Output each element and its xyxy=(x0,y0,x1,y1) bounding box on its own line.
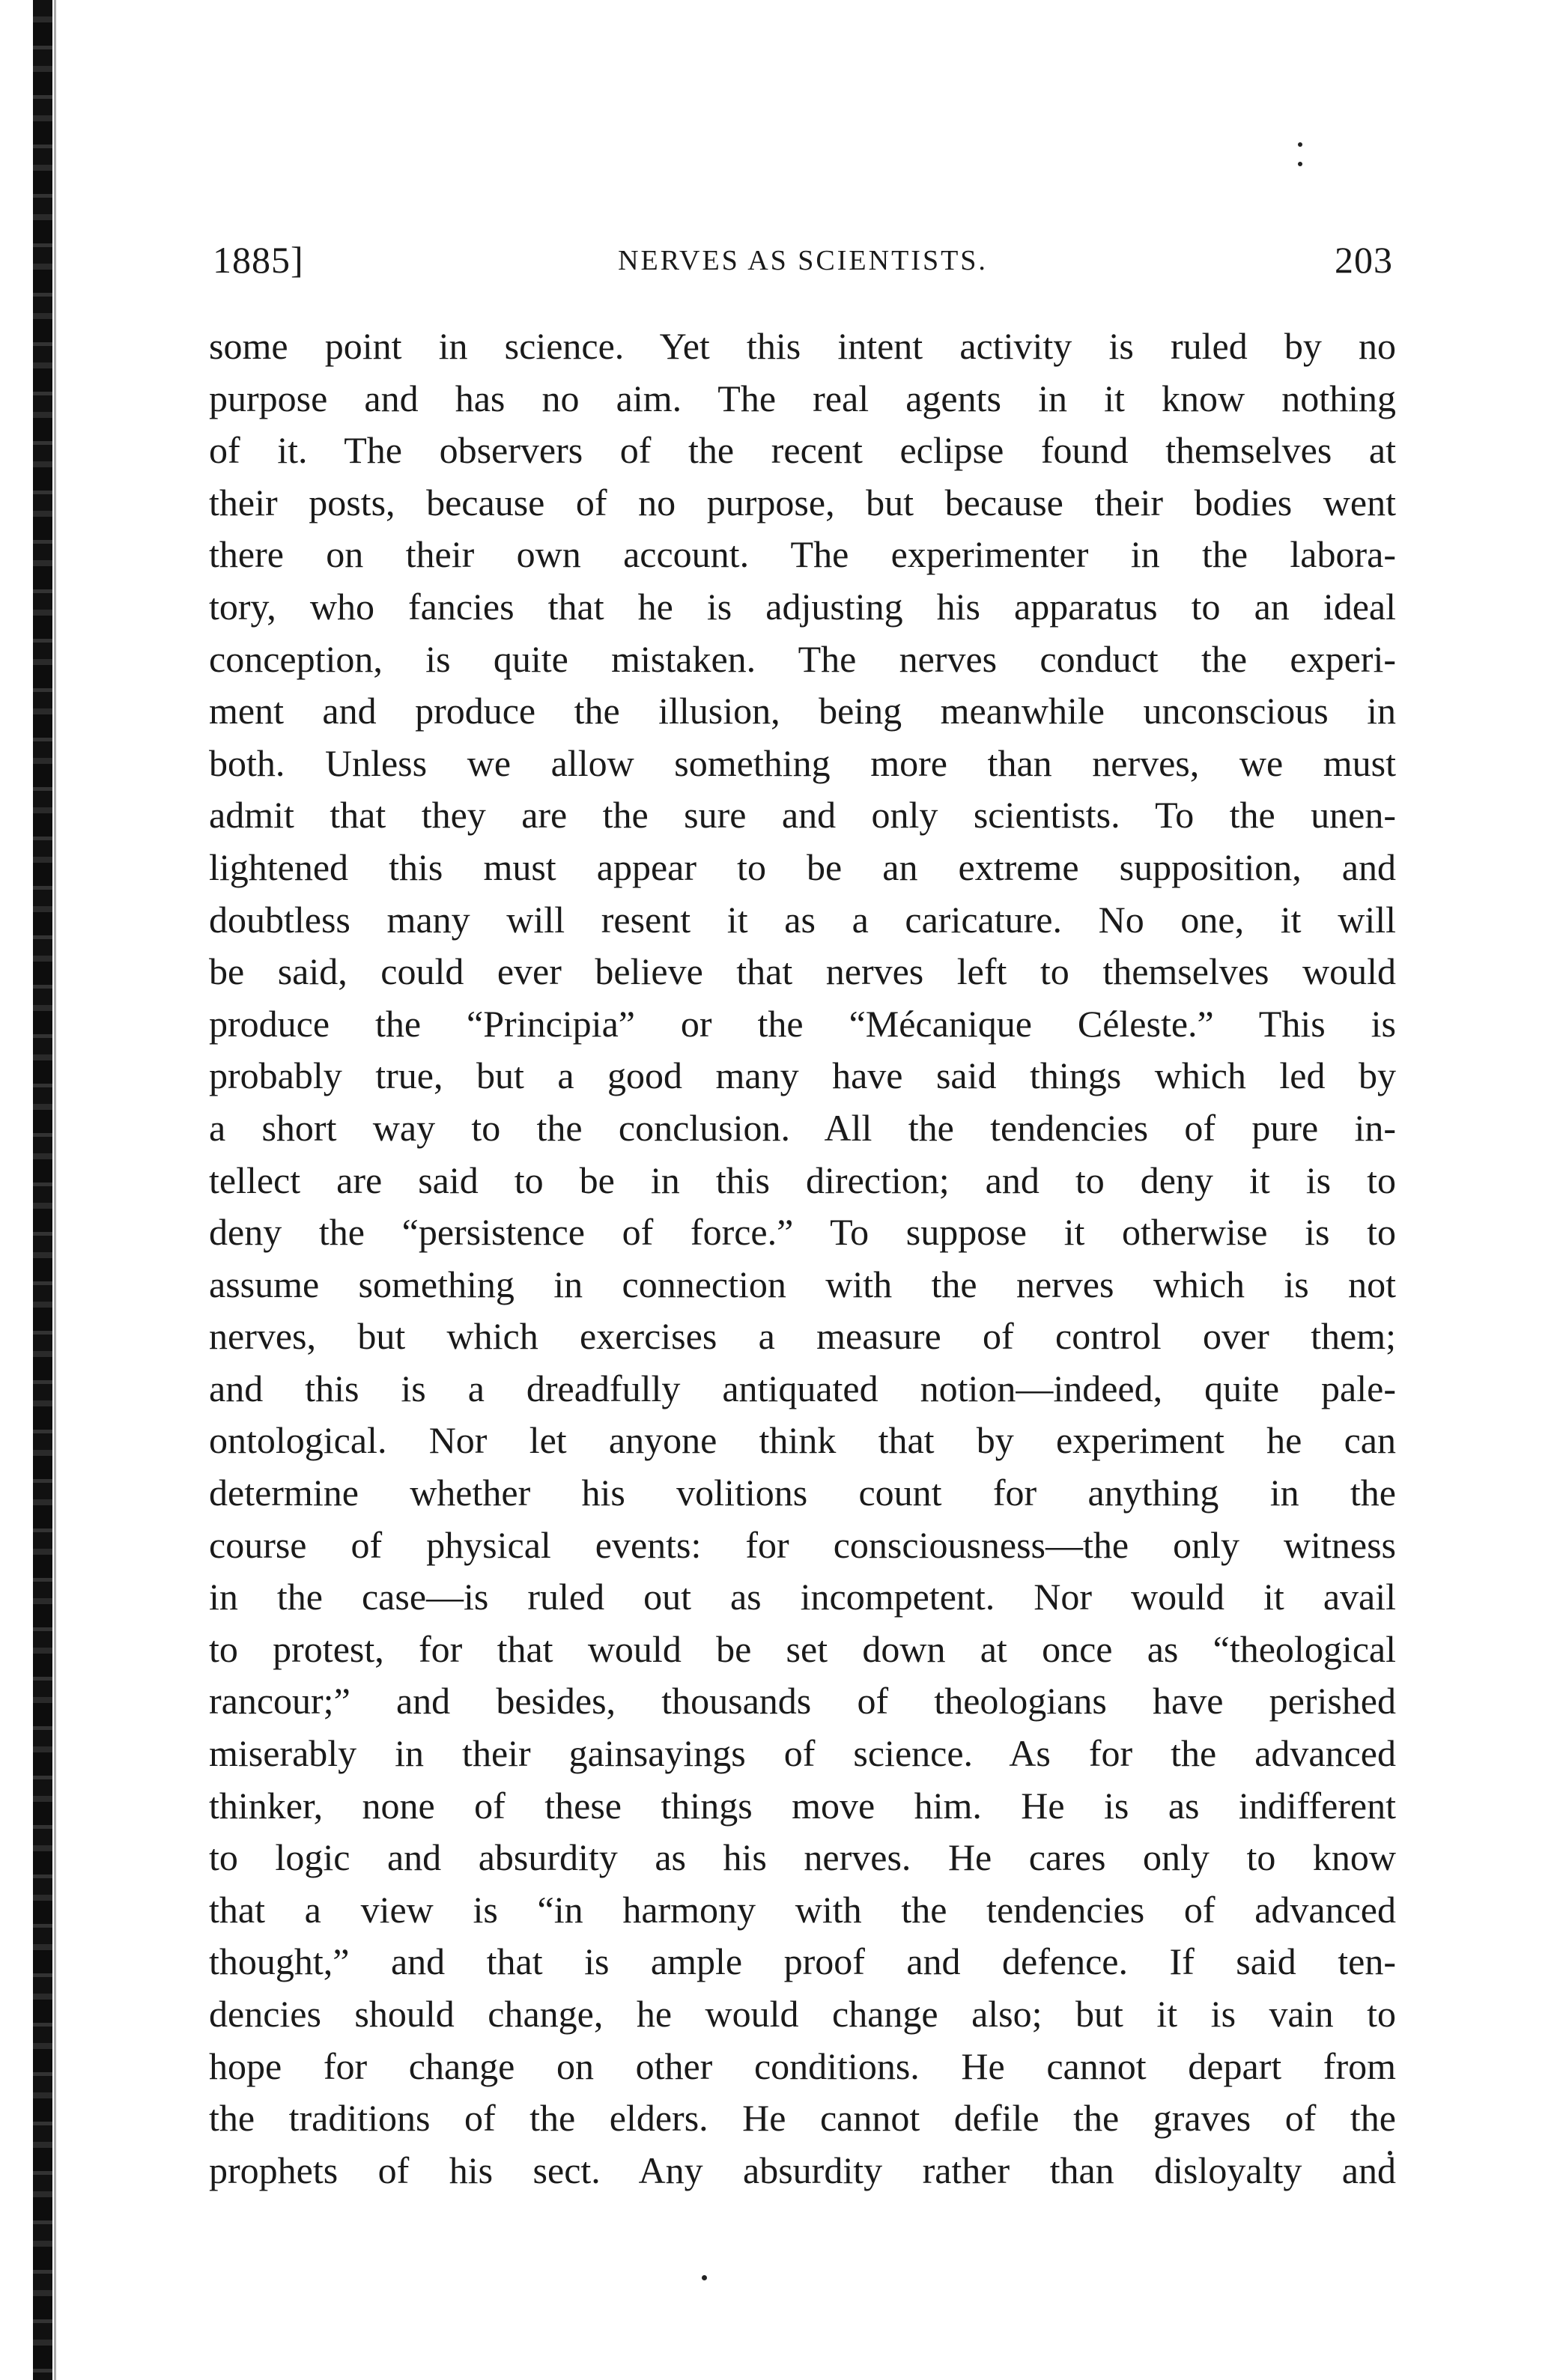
text-line: to protest, for that would be set down at once as “theological xyxy=(209,1627,1396,1670)
text-line: prophets of his sect. Any absurdity rather than disloyalty and xyxy=(209,2149,1396,2191)
text-line: ontological. Nor let anyone think that by experiment he can xyxy=(209,1419,1396,1462)
text-line: thinker, none of these things move him. He is as indifferent xyxy=(209,1784,1396,1827)
running-head-year: 1885] xyxy=(213,239,304,281)
text-line: some point in science. Yet this intent activity is ruled by no xyxy=(209,325,1396,367)
text-line: conception, is quite mistaken. The nerves conduct the experi- xyxy=(209,637,1396,680)
running-head-title: NERVES AS SCIENTISTS. xyxy=(618,245,988,276)
body-text xyxy=(209,321,1396,2197)
text-line: that a view is “in harmony with the tendencies of advanced xyxy=(209,1888,1396,1931)
text-line: the traditions of the elders. He cannot defile the graves of the xyxy=(209,2097,1396,2140)
text-line: ment and produce the illusion, being meanwhile unconscious in xyxy=(209,690,1396,732)
text-line: of it. The observers of the recent eclipse found themselves at xyxy=(209,429,1396,472)
text-line: both. Unless we allow something more than nerves, we must xyxy=(209,741,1396,784)
text-line: determine whether his volitions count for anything in the xyxy=(209,1472,1396,1514)
text-line: miserably in their gainsayings of science. As for the advanced xyxy=(209,1732,1396,1775)
text-line: be said, could ever believe that nerves left to themselves would xyxy=(209,950,1396,993)
text-line: admit that they are the sure and only scientists. To the unen- xyxy=(209,794,1396,837)
text-line: deny the “persistence of force.” To suppose it otherwise is to xyxy=(209,1211,1396,1254)
scan-speck xyxy=(1298,142,1302,147)
text-line: purpose and has no aim. The real agents in it know nothing xyxy=(209,377,1396,419)
text-line: their posts, because of no purpose, but because their bodies went xyxy=(209,481,1396,523)
page-number: 203 xyxy=(1335,239,1393,281)
scan-speck xyxy=(702,2275,707,2280)
running-head xyxy=(213,238,1393,291)
text-line: tory, who fancies that he is adjusting his apparatus to an ideal xyxy=(209,585,1396,628)
text-line: and this is a dreadfully antiquated notion—indeed, quite pale- xyxy=(209,1367,1396,1409)
text-line: hope for change on other conditions. He cannot depart from xyxy=(209,2044,1396,2087)
text-line: lightened this must appear to be an extreme supposition, and xyxy=(209,846,1396,888)
scan-speck xyxy=(1298,162,1302,166)
binding-edge-line xyxy=(54,0,56,2380)
text-line: dencies should change, he would change also; but it is vain to xyxy=(209,1993,1396,2035)
text-line: there on their own account. The experimenter in the labora- xyxy=(209,533,1396,576)
text-line: course of physical events: for consciousness—the only witness xyxy=(209,1523,1396,1566)
text-line: rancour;” and besides, thousands of theologians have perished xyxy=(209,1680,1396,1722)
text-line: produce the “Principia” or the “Mécanique Céleste.” This is xyxy=(209,1002,1396,1045)
text-line: to logic and absurdity as his nerves. He cares only to know xyxy=(209,1836,1396,1879)
text-line: a short way to the conclusion. All the tendencies of pure in- xyxy=(209,1106,1396,1149)
binding-edge xyxy=(33,0,52,2380)
text-line: tellect are said to be in this direction; and to deny it is to xyxy=(209,1159,1396,1201)
text-line: probably true, but a good many have said things which led by xyxy=(209,1054,1396,1097)
text-line: in the case—is ruled out as incompetent. Nor would it avail xyxy=(209,1576,1396,1618)
text-line: assume something in connection with the nerves which is not xyxy=(209,1263,1396,1305)
text-line: doubtless many will resent it as a caricature. No one, it will xyxy=(209,898,1396,941)
text-line: thought,” and that is ample proof and defence. If said ten- xyxy=(209,1940,1396,1983)
text-line: nerves, but which exercises a measure of control over them; xyxy=(209,1315,1396,1358)
